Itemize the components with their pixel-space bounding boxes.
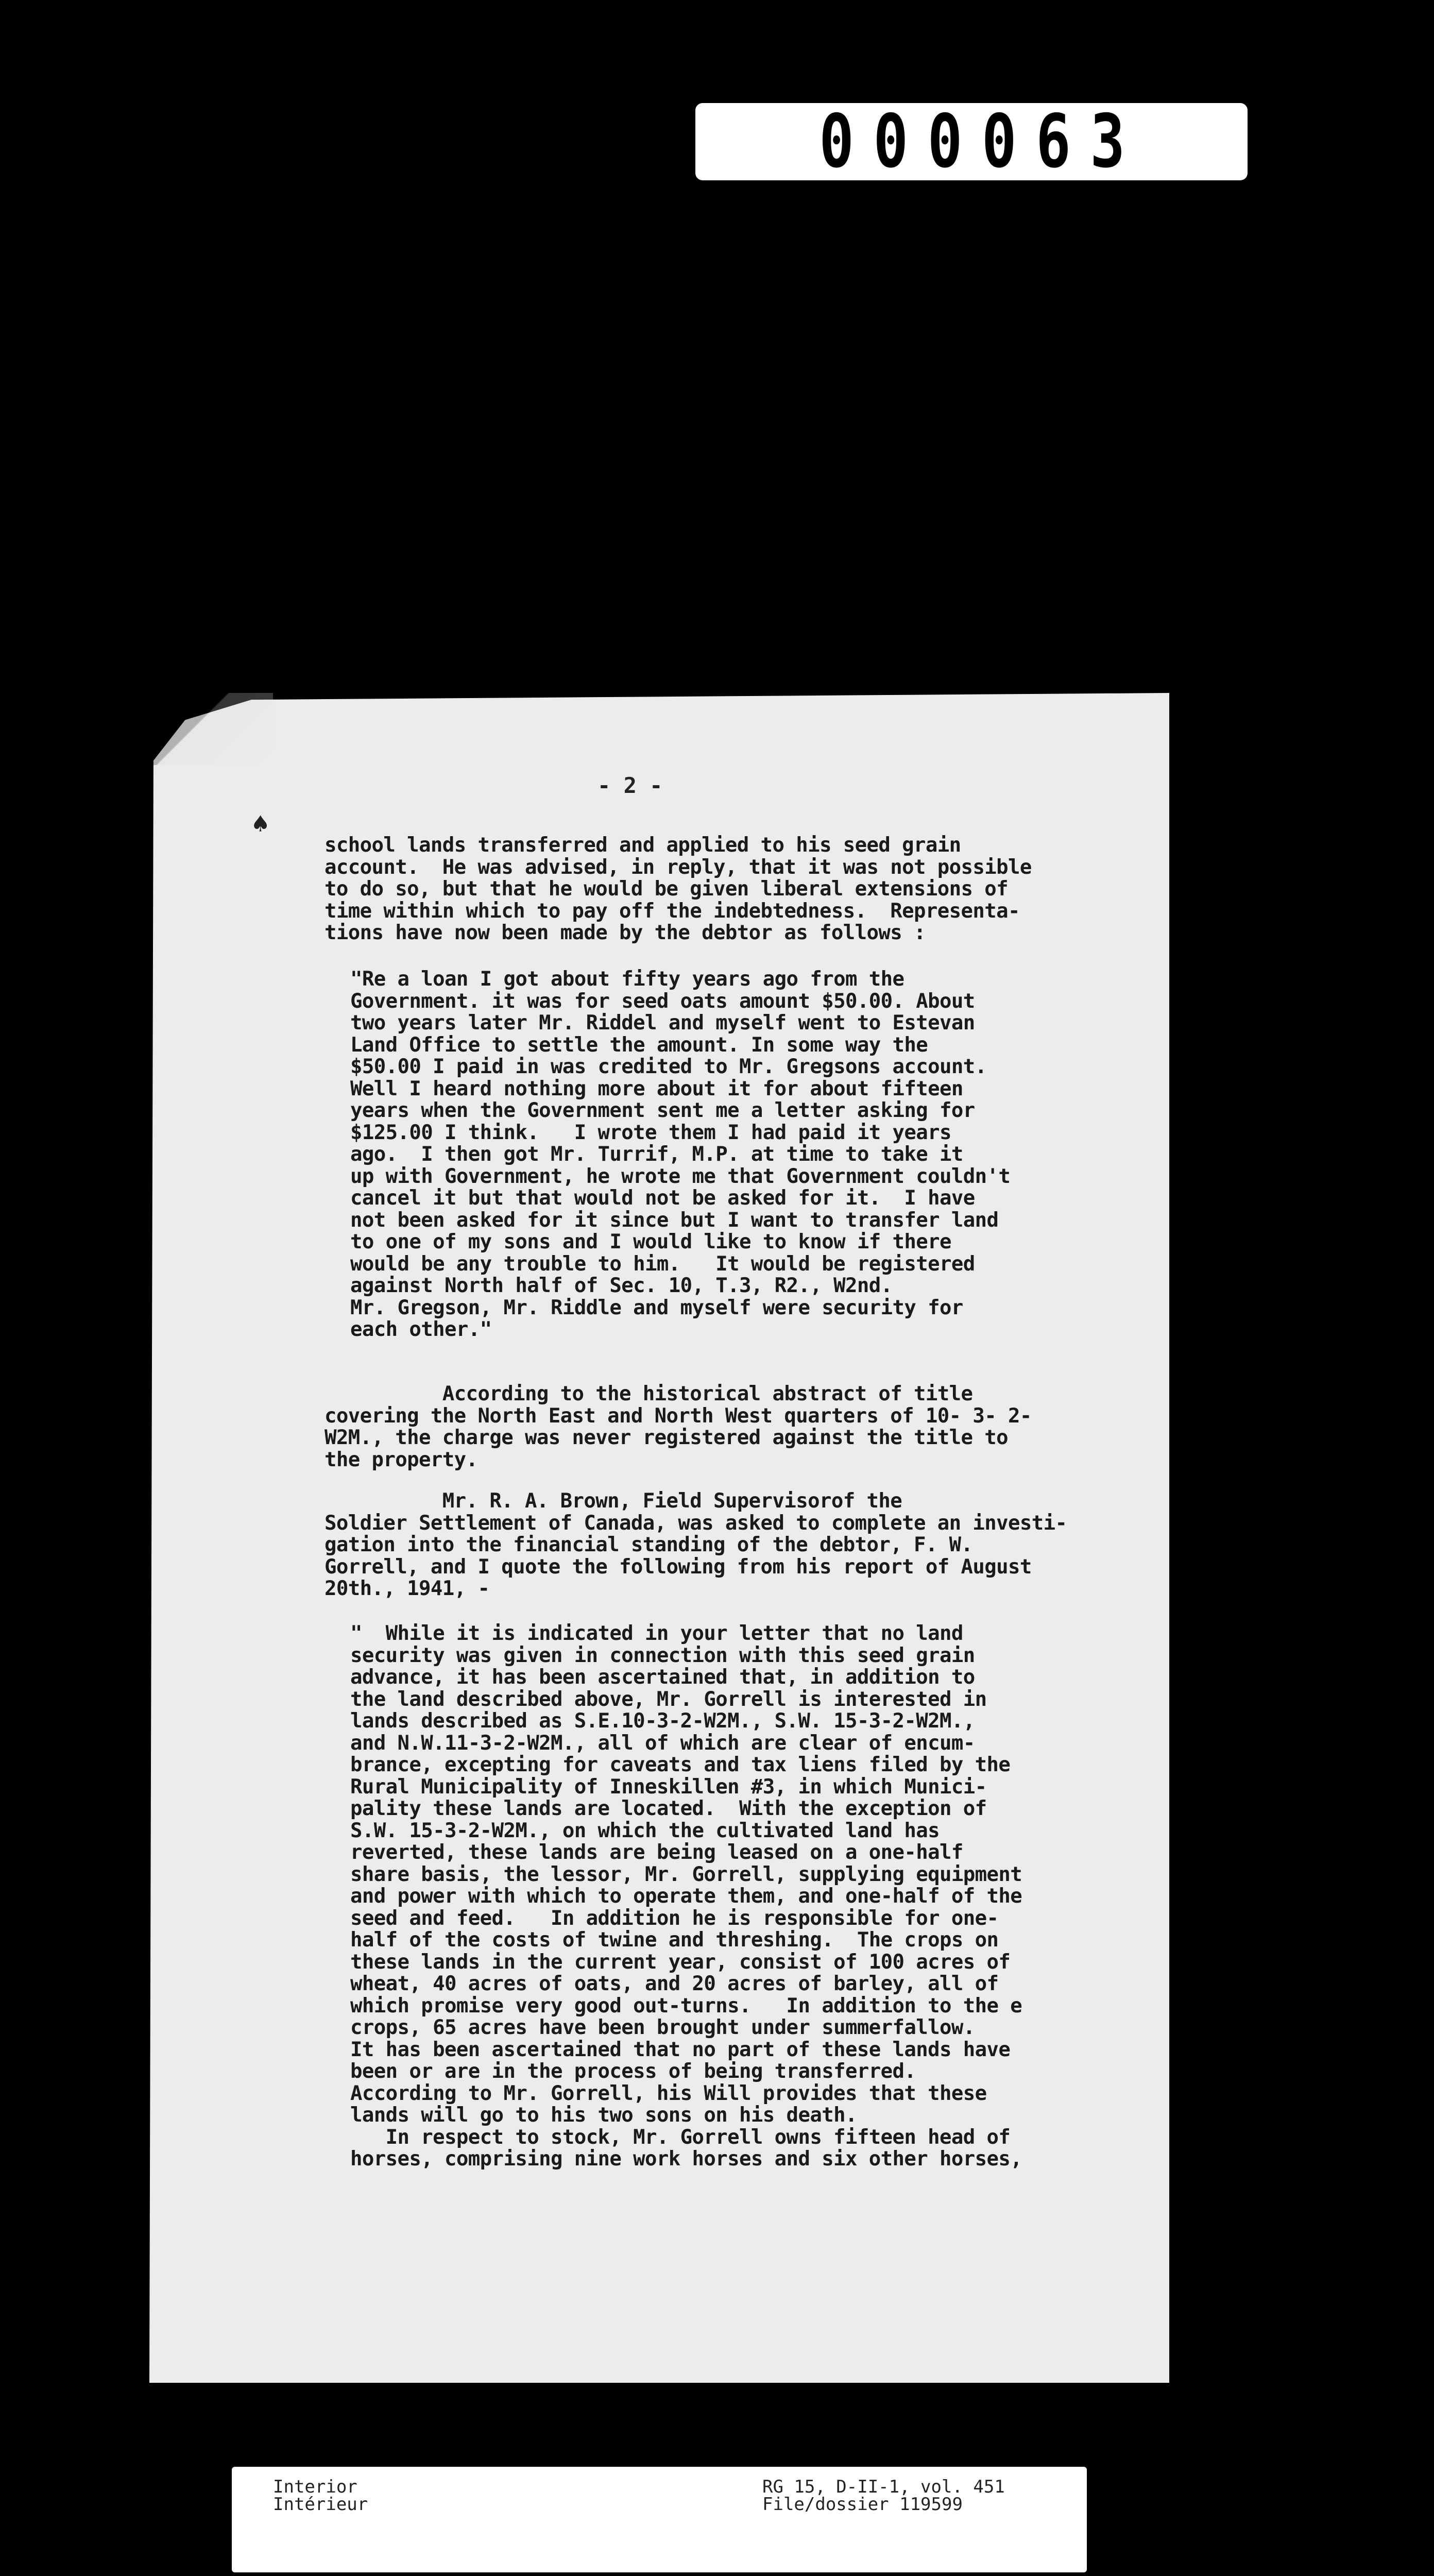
frame-number-label (695, 99, 1248, 184)
record-group: RG 15, D-II-1, vol. 451 (762, 2477, 1005, 2497)
paragraph-1: school lands transferred and applied to his seed grain account. He was advised, in reply, that it was not possible to do so, but that he would be given liberal extensions of time within which to pay off the indebtedness. Representa- tions have now been made by the debtor as follows : (325, 834, 1032, 944)
department-fr: Intérieur (273, 2494, 368, 2515)
page-curl (149, 693, 273, 765)
file-number: File/dossier 119599 (762, 2494, 963, 2515)
debtor-quote: "Re a loan I got about fifty years ago from the Government. it was for seed oats amount $50.00. About two years later Mr. Riddel and myself went to Estevan Land Office to settle the amount. In some way the $50.00 I paid in was credited to Mr. Gregsons account. Well I heard nothing more about it for about fifteen years when the Government sent me a letter asking for $125.00 I think. I wrote them I had paid it years ago. I then got Mr. Turrif, M.P. at time to take it up with Government, he wrote me that Government couldn't cancel it but that would not be asked for it. I have not been asked for it since but I want to transfer land to one of my sons and I would like to know if there would be any trouble to him. It would be registered against North half of Sec. 10, T.3, R2., W2nd. Mr. Gregson, Mr. Riddle and myself were security for each other." (350, 968, 1011, 1341)
page-number: - 2 - (598, 773, 663, 798)
paragraph-2: According to the historical abstract of title covering the North East and North West quarters of 10- 3- 2- W2M., the charge was never registered against the title to the property. (325, 1382, 1032, 1471)
record-reference (762, 2478, 1005, 2513)
frame-number: 000063 (819, 99, 1145, 184)
department-en: Interior (273, 2477, 357, 2497)
paragraph-3: Mr. R. A. Brown, Field Supervisorof the Soldier Settlement of Canada, was asked to complete an investi- gation into the financial standing of the debtor, F. W. Gorrell, and I quote the following from his report of August 20th., 1941, - (325, 1489, 1067, 1600)
report-quote: " While it is indicated in your letter that no land security was given in connection with this seed grain advance, it has been ascertained that, in addition to the land described above, Mr. Gorrell is interested in lands described as S.E.10-3-2-W2M., S.W. 15-3-2-W2M., and N.W.11-3-2-W2M., all of which are clear of encum- brance, excepting for caveats and tax liens filed by the Rural Municipality of Inneskillen #3, in which Munici- pality these lands are located. With the exception of S.W. 15-3-2-W2M., on which the cultivated land has reverted, these lands are being leased on a one-half share basis, the lessor, Mr. Gorrell, supplying equipment and power with which to operate them, and one-half of the seed and feed. In addition he is responsible for one- half of the costs of twine and threshing. The crops on these lands in the current year, consist of 100 acres of wheat, 40 acres of oats, and 20 acres of barley, all of which promise very good out-turns. In addition to the e crops, 65 acres have been brought under summerfallow. It has been ascertained that no part of these lands have been or are in the process of being transferred. According to Mr. Gorrell, his Will provides that these lands will go to his two sons on his death. In respect to stock, Mr. Gorrell owns fifteen head of horses, comprising nine work horses and six other horses, (350, 1622, 1022, 2171)
department-label (273, 2478, 368, 2513)
margin-mark: ♠ (252, 809, 269, 840)
